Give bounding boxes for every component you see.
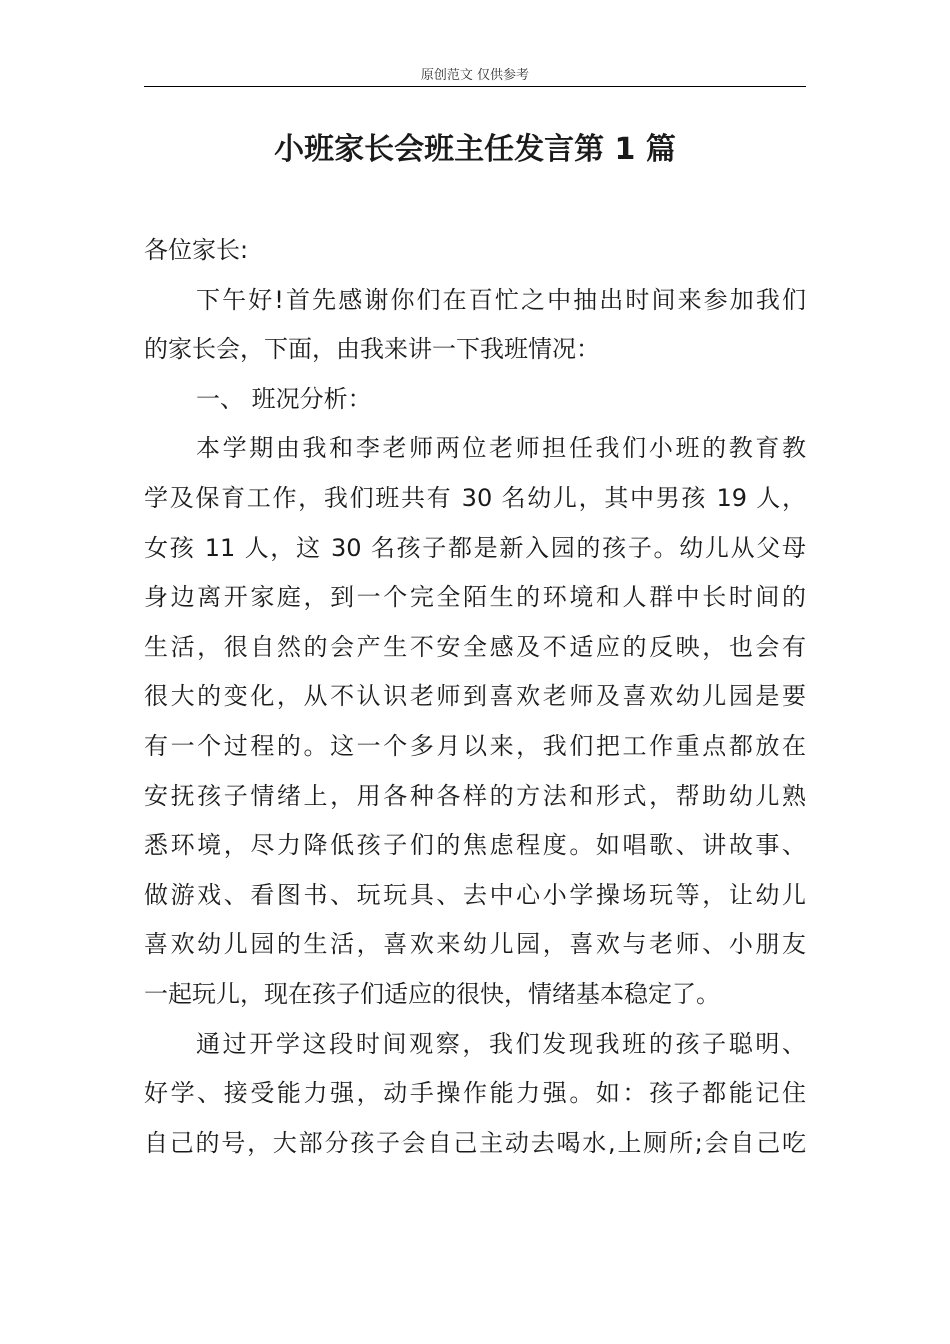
- text-line: 很大的变化，从不认识老师到喜欢老师及喜欢幼儿园是要: [144, 682, 806, 711]
- text-line: 一起玩儿，现在孩子们适应的很快，情绪基本稳定了。: [144, 979, 720, 1008]
- text-line: 通过开学这段时间观察，我们发现我班的孩子聪明、: [196, 1029, 806, 1058]
- section-heading: 一、 班况分析：: [196, 384, 372, 413]
- text-line: 身边离开家庭，到一个完全陌生的环境和人群中长时间的: [144, 583, 806, 612]
- text-line: 各位家长:: [144, 236, 249, 264]
- text-line: 做游戏、看图书、玩玩具、去中心小学操场玩等，让幼儿: [144, 880, 806, 909]
- text-line: 有一个过程的。这一个多月以来，我们把工作重点都放在: [144, 731, 806, 760]
- page-header: 原创范文 仅供参考: [420, 68, 530, 83]
- text-line: 本学期由我和李老师两位老师担任我们小班的教育教: [196, 434, 806, 463]
- text-line: 下午好!首先感谢你们在百忙之中抽出时间来参加我们: [196, 285, 806, 314]
- text-line: 自己的号，大部分孩子会自己主动去喝水,上厕所;会自己吃: [144, 1128, 806, 1157]
- text-line: 悉环境，尽力降低孩子们的焦虑程度。如唱歌、讲故事、: [144, 831, 806, 860]
- text-line: 女孩 11 人，这 30 名孩子都是新入园的孩子。幼儿从父母: [144, 533, 806, 562]
- document-title: 小班家长会班主任发言第 1 篇: [274, 132, 676, 167]
- text-line: 学及保育工作，我们班共有 30 名幼儿，其中男孩 19 人，: [144, 483, 806, 512]
- text-line: 的家长会，下面，由我来讲一下我班情况：: [144, 335, 600, 364]
- header-rule: [144, 86, 806, 87]
- text-line: 喜欢幼儿园的生活，喜欢来幼儿园，喜欢与老师、小朋友: [144, 930, 806, 959]
- text-line: 安抚孩子情绪上，用各种各样的方法和形式，帮助幼儿熟: [144, 781, 806, 810]
- text-line: 生活，很自然的会产生不安全感及不适应的反映，也会有: [144, 632, 806, 661]
- text-line: 好学、接受能力强，动手操作能力强。如：孩子都能记住: [144, 1079, 806, 1108]
- document-body: [144, 226, 806, 1168]
